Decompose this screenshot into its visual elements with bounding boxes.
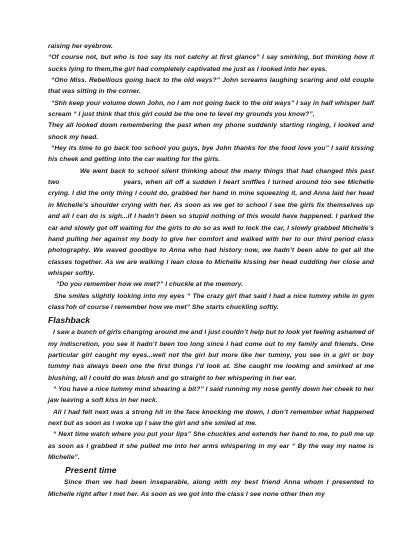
long-paragraph-rest: years, when all off a sudden I heart sniffles I turned around too see Michelle crying. I did the only thing I could do, grabbed her hand in mine squeezing it, and Anna laid her head in Michelle’s shoulder crying with her. As soon as we get to school I see the girls fix themselves up and all I can do is sigh...if I hadn’t been so stupid nothing of this would have happened. I parked the car and slowly got off waiting for the girls to do so as well to lock the car, I slowly grabbed Michelle’s hand pulling her against my body to give her comfort and walked with her to our third period class photography. We waved goodbye to Anna who had history now, we hadn’t been able to get all the classes together. As we are walking I lean close to Michelle kissing her head cuddling her close and whisper softly.	[48, 179, 374, 277]
paragraph: “Of course not, but who is too say its not catchy at first glance” I say smirking, but thinking how it sucks lying to them,the girl had completely captivated me just as I looked into her eyes.	[48, 54, 374, 73]
flashback-heading: Flashback	[48, 315, 91, 326]
present-time-heading: Present time	[65, 465, 117, 476]
paragraph: I saw a bunch of girls changing around me and I just couldn’t help but to look yet feeling ashamed of my indiscretion, you see it hadn’t been too long since I had come out to my family and friends. One particular girl caught my eyes...well not the girl but more like her tummy, you see in a girl or boy tummy has always been one the first things I’d look at. She caught me looking and smirked at me blushing, all I could do was blush and go straight to her whispering in her ear.	[48, 329, 374, 382]
paragraph: “ You have a nice tummy mind shearing a bit?” I said running my nose gently down her cheek to her jaw leaving a soft kiss in her neck.	[48, 385, 374, 405]
paragraph: raising her eyebrow.	[48, 43, 113, 50]
long-paragraph	[48, 166, 374, 279]
paragraph: “Oho Miss. Rebellious going back to the old ways?” John screams laughing scaring and old couple that was sitting in the corner.	[48, 77, 374, 96]
long-paragraph-start: We went back to school silent thinking about the many things that had changed this past two	[48, 167, 374, 187]
paragraph: They all looked down remembering the past when my phone suddenly starting ringing, I looked and shock my head.	[48, 122, 374, 141]
paragraph: “ Next time watch where you put your lips” She chuckles and extends her hand to me, to pull me up as soon as I grabbed it she pulled me into her arms whispering in my ear “ By the way my name is Michelle”.	[48, 431, 374, 462]
paragraph: “Shh keep your volume down John, no I am not going back to the old ways” I say in half whisper half scream “ I just think that this girl could be the one to level my grounds you know?”.	[48, 99, 374, 119]
paragraph: She smiles slightly looking into my eyes “ The crazy girl that said I had a nice tummy while in gym class?oh of course I remember how we met” She starts chuckling softly.	[48, 292, 374, 311]
paragraph: Since then we had been inseparable, along with my best friend Anna whom I presented to Michelle right after I met her. As soon as we got into the class I see none other then my	[48, 479, 374, 498]
paragraph: “Hey its time to go back too school you guys, bye John thanks for the food love you” I said kissing his cheek and getting into the car waiting for the girls.	[48, 145, 374, 164]
paragraph: “Do you remember how we met?” I chuckle at the memory.	[56, 281, 244, 289]
paragraph: All I had felt next was a strong hit in the face knocking me down, I don’t remember what happened next but as soon as I woke up I saw the girl and she smiled at me.	[48, 408, 374, 427]
